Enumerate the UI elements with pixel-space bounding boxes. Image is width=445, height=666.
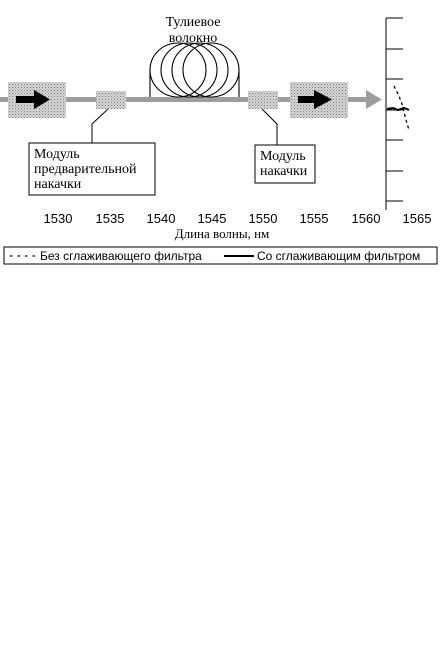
x-tick-label: 1565 — [402, 211, 432, 226]
pump-label-line1: Модуль — [260, 149, 306, 164]
pump-label-line2: накачки — [260, 164, 308, 179]
fiber-label-line2: волокно — [168, 31, 218, 46]
pump-coupler — [248, 91, 278, 109]
fiber-label-line1: Тулиевое — [165, 15, 221, 30]
pre-pump-label-line1: Модуль — [34, 147, 80, 162]
legend-label-no-filter: Без сглаживающего фильтра — [40, 249, 202, 263]
x-tick-label: 1540 — [146, 211, 176, 226]
x-axis-label: Длина волны, нм — [174, 226, 270, 241]
x-tick-label: 1555 — [299, 211, 329, 226]
pre-pump-label-line2: предварительной — [34, 162, 137, 177]
x-tick-label: 1530 — [43, 211, 73, 226]
x-tick-label: 1550 — [248, 211, 278, 226]
pre-pump-label-line3: накачки — [34, 177, 82, 192]
x-tick-label: 1560 — [351, 211, 381, 226]
x-tick-label: 1535 — [95, 211, 125, 226]
x-tick-label: 1545 — [197, 211, 227, 226]
legend — [4, 247, 437, 264]
x-tick-labels — [44, 211, 432, 226]
chart-right-axis — [386, 18, 403, 210]
pre-pump-coupler — [96, 91, 126, 109]
legend-label-with-filter: Со сглаживающим фильтром — [257, 249, 421, 263]
